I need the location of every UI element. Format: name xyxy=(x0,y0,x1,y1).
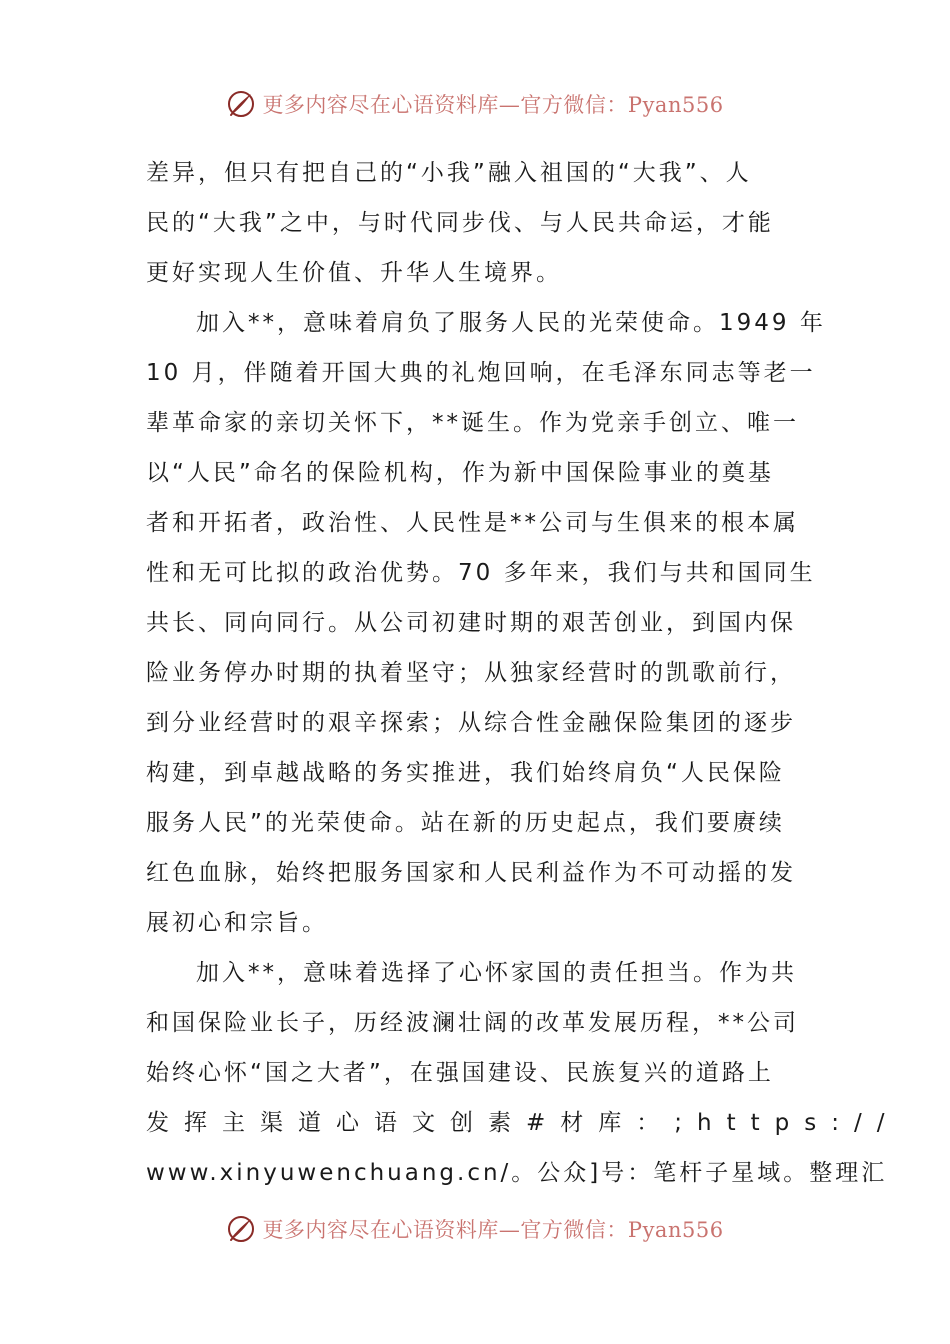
paragraph-line: 加入**，意味着选择了心怀家国的责任担当。作为共 xyxy=(196,960,797,986)
feather-pen-seal-icon xyxy=(226,1214,256,1244)
footer-banner-text: 更多内容尽在心语资料库—官方微信：Pyan556 xyxy=(262,1218,724,1242)
paragraph-line: 加入**，意味着肩负了服务人民的光荣使命。1949 年 xyxy=(196,310,826,336)
paragraph-line: 始终心怀“国之大者”，在强国建设、民族复兴的道路上 xyxy=(146,1060,774,1086)
paragraph-line: 共长、同向同行。从公司初建时期的艰苦创业，到国内保 xyxy=(146,610,796,636)
paragraph-line: 发挥主渠道心语文创素#材库：;https:// xyxy=(146,1110,900,1136)
paragraph-line: 险业务停办时期的执着坚守；从独家经营时的凯歌前行， xyxy=(146,660,796,686)
paragraph-line: 辈革命家的亲切关怀下，**诞生。作为党亲手创立、唯一 xyxy=(146,410,799,436)
header-banner-text: 更多内容尽在心语资料库—官方微信：Pyan556 xyxy=(262,93,724,117)
paragraph-line: 和国保险业长子，历经波澜壮阔的改革发展历程，**公司 xyxy=(146,1010,799,1036)
paragraph-line: 服务人民”的光荣使命。站在新的历史起点，我们要赓续 xyxy=(146,810,785,836)
document-body xyxy=(146,148,900,1198)
paragraph-line: 展初心和宗旨。 xyxy=(146,910,328,936)
paragraph-line: www.xinyuwenchuang.cn/。公众]号：笔杆子星域。整理汇 xyxy=(146,1160,888,1186)
footer-banner xyxy=(0,1207,950,1251)
paragraph-line: 更好实现人生价值、升华人生境界。 xyxy=(146,260,562,286)
paragraph-line: 10 月，伴随着开国大典的礼炮回响，在毛泽东同志等老一 xyxy=(146,360,816,386)
paragraph-line: 差异，但只有把自己的“小我”融入祖国的“大我”、人 xyxy=(146,160,752,186)
paragraph-line: 民的“大我”之中，与时代同步伐、与人民共命运，才能 xyxy=(146,210,774,236)
paragraph-line: 者和开拓者，政治性、人民性是**公司与生俱来的根本属 xyxy=(146,510,799,536)
paragraph-line: 构建，到卓越战略的务实推进，我们始终肩负“人民保险 xyxy=(146,760,785,786)
paragraph-line: 红色血脉，始终把服务国家和人民利益作为不可动摇的发 xyxy=(146,860,796,886)
header-banner xyxy=(0,82,950,126)
paragraph-line: 到分业经营时的艰辛探索；从综合性金融保险集团的逐步 xyxy=(146,710,796,736)
paragraph-line: 以“人民”命名的保险机构，作为新中国保险事业的奠基 xyxy=(146,460,774,486)
feather-pen-seal-icon xyxy=(226,89,256,119)
paragraph-line: 性和无可比拟的政治优势。70 多年来，我们与共和国同生 xyxy=(146,560,816,586)
